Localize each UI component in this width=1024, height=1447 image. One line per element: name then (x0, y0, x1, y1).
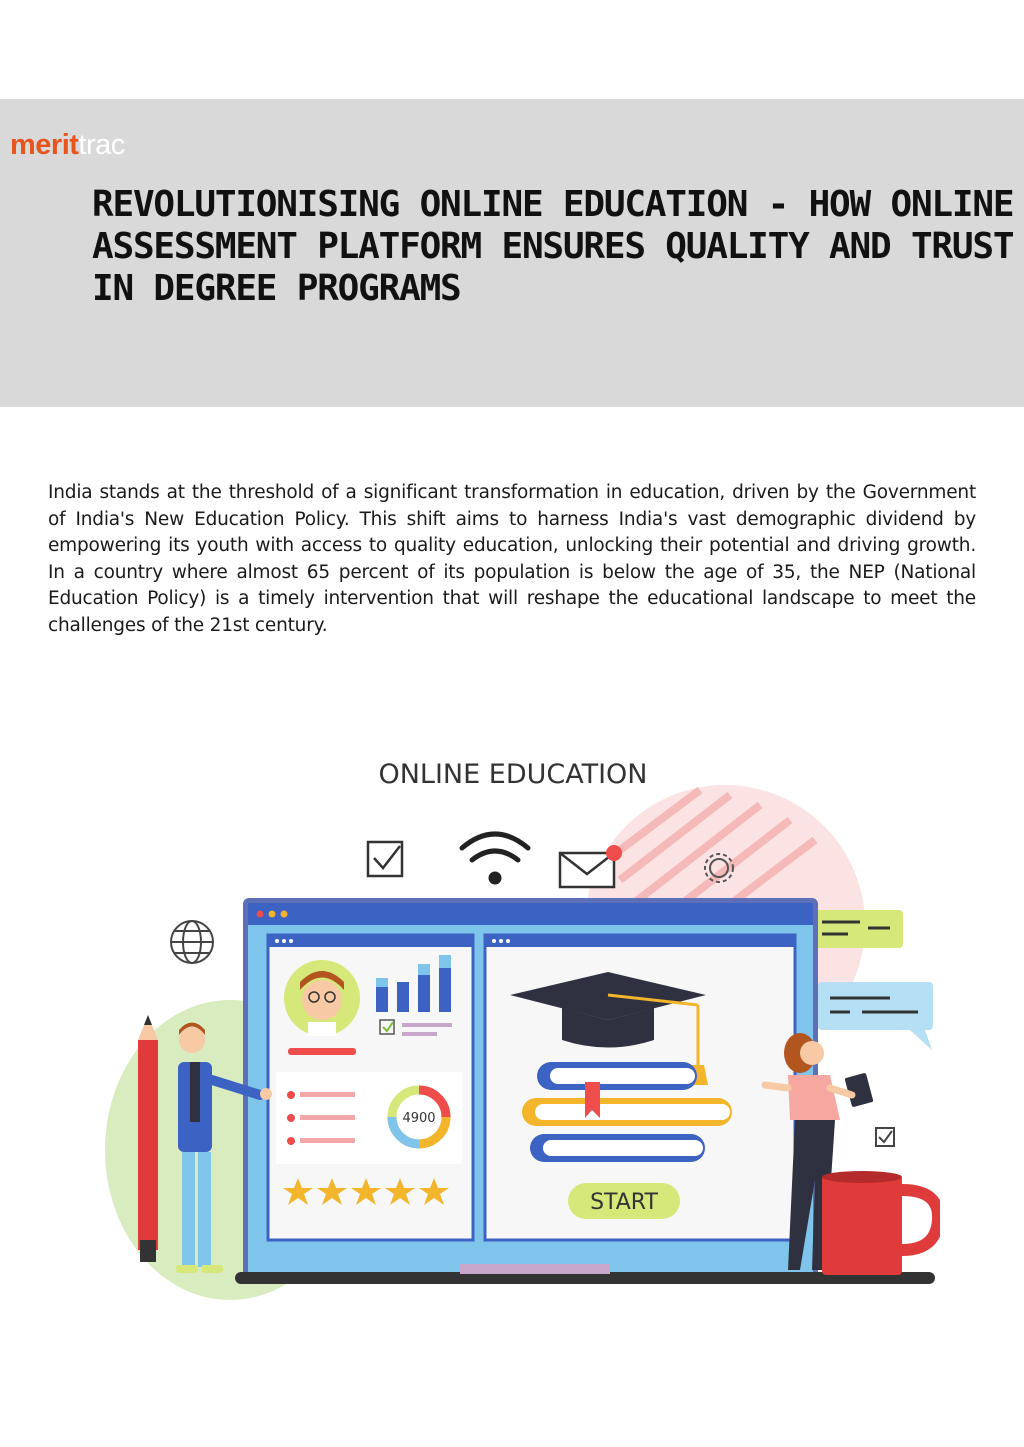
start-button[interactable] (568, 1183, 680, 1219)
checkbox-icon (368, 842, 402, 876)
illustration-heading: ONLINE EDUCATION (378, 759, 648, 790)
mug-icon (822, 1171, 938, 1275)
merittrac-logo[interactable] (10, 128, 125, 162)
course-window (485, 935, 795, 1240)
start-label: START (590, 1190, 658, 1215)
logo-trac-text: trac (78, 129, 125, 161)
checkbox-icon-small (876, 1128, 894, 1146)
article-title: REVOLUTIONISING ONLINE EDUCATION - HOW ONLINE ASSESSMENT PLATFORM ENSURES QUALITY AND TRUST IN DEGREE PROGRAMS (92, 184, 1014, 309)
globe-icon (171, 921, 213, 963)
pencil-icon (138, 1015, 158, 1262)
article-intro: India stands at the threshold of a significant transformation in education, driven by the Government of India's New Education Policy. This shift aims to harness India's vast demographic dividend by empowering its youth with access to quality education, unlocking their potential and driving growth. In a country where almost 65 percent of its population is below the age of 35, the NEP (National Education Policy) is a timely intervention that will reshape the educational landscape to meet the challenges of the 21st century. (48, 482, 976, 636)
profile-window (268, 935, 473, 1240)
mail-icon (560, 845, 622, 887)
logo-merit-text: merit (10, 129, 79, 161)
online-education-illustration (100, 750, 940, 1310)
wifi-icon (462, 834, 528, 882)
score-value: 4900 (402, 1111, 436, 1126)
